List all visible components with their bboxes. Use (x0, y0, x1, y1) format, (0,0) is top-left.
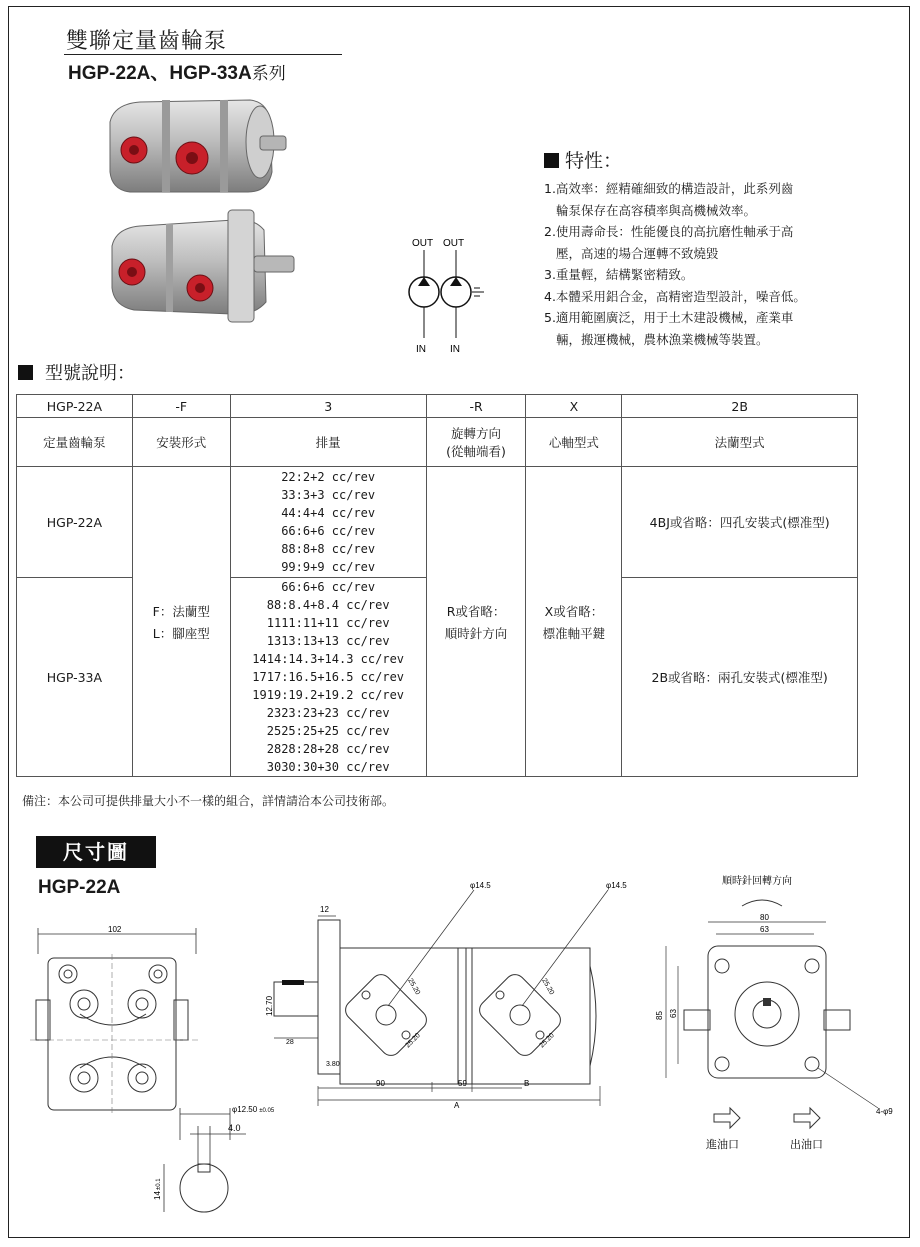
rotation-direction-label: 順時針回轉方向 (722, 876, 792, 887)
flange-cell-33a: 2B或省略：兩孔安裝式(標准型) (622, 578, 858, 777)
mount-l: L：腳座型 (152, 625, 210, 641)
end-view-drawing (650, 870, 902, 1160)
shaft-cell (526, 467, 622, 777)
dimensions-badge: 尺寸圖 (36, 836, 156, 868)
dim-key-height: 14±0.1 (153, 1178, 162, 1200)
dim-B: B (524, 1079, 530, 1088)
model-cell-22a: HGP-22A (17, 467, 133, 578)
disp-line: 33:3+3 cc/rev (281, 488, 376, 502)
disp-line: 3030:30+30 cc/rev (266, 760, 390, 774)
dim-59: 59 (458, 1079, 467, 1088)
disp-line: 22:2+2 cc/rev (281, 470, 376, 484)
code-cell: 3 (230, 395, 426, 418)
model-heading (18, 359, 135, 385)
mount-cell (132, 467, 230, 777)
side-view-drawing (262, 876, 638, 1112)
dim-12-70: 12.70 (265, 995, 274, 1016)
disp-line: 1717:16.5+16.5 cc/rev (252, 670, 405, 684)
dim-shaft-d: φ12.50 ±0.05 (232, 1105, 275, 1114)
table-row-codes (17, 395, 858, 418)
dim-25-20-d: 25.20 (538, 1032, 556, 1050)
feature-line: 2.使用壽命長：性能優良的高抗磨性軸承于高 (544, 224, 794, 239)
disp-line: 2323:23+23 cc/rev (266, 706, 390, 720)
mount-f: F：法蘭型 (152, 603, 210, 619)
label-cell-rotation (426, 418, 526, 467)
outlet-label: 出油口 (790, 1139, 823, 1151)
rotation-line: R或省略： (446, 603, 506, 619)
disp-line: 44:4+4 cc/rev (281, 506, 376, 520)
rotation-line: 順時針方向 (444, 625, 508, 641)
footnote: 備注：本公司可提供排量大小不一樣的組合，詳情請洽本公司技術部。 (22, 794, 395, 808)
shaft-line: X或省略： (544, 603, 604, 619)
dim-phi-2: φ14.5 (606, 881, 627, 890)
dim-85: 85 (655, 1011, 664, 1020)
label-rotation-2: (從軸端看) (446, 444, 506, 459)
model-cell-33a: HGP-33A (17, 578, 133, 777)
series-title (68, 58, 286, 85)
dim-12: 12 (320, 905, 329, 914)
label-cell: 定量齒輪泵 (17, 418, 133, 467)
features-list (544, 178, 844, 350)
dim-phi-1: φ14.5 (470, 881, 491, 890)
inlet-label: 進油口 (706, 1139, 739, 1151)
feature-line: 壓，高速的場合運轉不致燒毀 (556, 245, 719, 261)
dim-102: 102 (108, 925, 122, 934)
dim-28: 28 (286, 1039, 294, 1046)
label-cell: 心軸型式 (526, 418, 622, 467)
square-bullet-icon (18, 365, 33, 380)
feature-line: 輪泵保存在高容積率與高機械效率。 (556, 202, 757, 218)
shaft-detail-drawing (140, 1100, 300, 1220)
disp-line: 1919:19.2+19.2 cc/rev (252, 688, 405, 702)
title-underline (64, 54, 342, 55)
in-label-1: IN (416, 344, 426, 355)
disp-line: 1414:14.3+14.3 cc/rev (252, 652, 405, 666)
disp-line: 66:6+6 cc/rev (281, 580, 376, 594)
pump-photo-top (100, 92, 290, 200)
features-heading (544, 146, 622, 173)
dim-25-20-c: 25.20 (540, 977, 556, 997)
outlet-arrow-icon (794, 1108, 820, 1128)
disp-line: 2525:25+25 cc/rev (266, 724, 390, 738)
square-bullet-icon (544, 153, 559, 168)
label-cell: 安裝形式 (132, 418, 230, 467)
dim-90: 90 (376, 1079, 385, 1088)
code-cell: 2B (622, 395, 858, 418)
disp-cell-22a (230, 467, 426, 578)
code-cell: X (526, 395, 622, 418)
series-models: HGP-22A、HGP-33A (68, 63, 252, 84)
code-cell: -R (426, 395, 526, 418)
dim-key-width: 4.0 (228, 1123, 241, 1133)
rotation-cell (426, 467, 526, 777)
code-cell: HGP-22A (17, 395, 133, 418)
dimensions-model: HGP-22A (38, 877, 121, 898)
dim-80: 80 (760, 913, 769, 922)
dim-4-phi-9: 4-φ9 (876, 1107, 893, 1116)
shaft-line: 標准軸平鍵 (542, 625, 606, 641)
table-row-22a (17, 467, 858, 578)
pump-photo-bottom (104, 206, 304, 324)
dim-25-20-b: 25.20 (404, 1032, 422, 1050)
model-table (16, 394, 858, 777)
model-heading-text: 型號說明： (45, 363, 135, 384)
out-label-1: OUT (412, 238, 434, 249)
label-rotation-1: 旋轉方向 (451, 426, 502, 441)
dim-63-v: 63 (669, 1009, 678, 1018)
disp-line: 99:9+9 cc/rev (281, 560, 376, 574)
code-cell: -F (132, 395, 230, 418)
disp-cell-33a (230, 578, 426, 777)
feature-line: 3.重量輕，結構緊密精致。 (544, 267, 694, 282)
feature-line: 5.適用範圍廣泛，用于土木建設機械，產業車 (544, 310, 794, 325)
inlet-arrow-icon (714, 1108, 740, 1128)
disp-line: 2828:28+28 cc/rev (266, 742, 390, 756)
feature-line: 輛，搬運機械，農林漁業機械等裝置。 (556, 331, 769, 347)
hydraulic-symbol (400, 234, 500, 356)
feature-line: 1.高效率：經精確細致的構造設計，此系列齒 (544, 181, 794, 196)
disp-line: 1313:13+13 cc/rev (266, 634, 390, 648)
dim-A: A (454, 1101, 460, 1110)
feature-line: 4.本體采用鋁合金，高精密造型設計，噪音低。 (544, 288, 806, 304)
features-heading-text: 特性： (565, 150, 623, 172)
disp-line: 66:6+6 cc/rev (281, 524, 376, 538)
disp-line: 1111:11+11 cc/rev (266, 616, 390, 630)
disp-line: 88:8.4+8.4 cc/rev (266, 598, 390, 612)
label-cell: 排量 (230, 418, 426, 467)
label-cell: 法蘭型式 (622, 418, 858, 467)
dim-3-80: 3.80 (326, 1061, 340, 1068)
in-label-2: IN (450, 344, 460, 355)
dim-25-20-a: 25.20 (406, 977, 422, 997)
dim-63: 63 (760, 925, 769, 934)
out-label-2: OUT (443, 238, 465, 249)
flange-cell-22a: 4BJ或省略：四孔安裝式(標准型) (622, 467, 858, 578)
front-view-drawing (20, 918, 216, 1118)
table-row-labels (17, 418, 858, 467)
disp-line: 88:8+8 cc/rev (281, 542, 376, 556)
page-title: 雙聯定量齒輪泵 (66, 29, 228, 54)
series-suffix: 系列 (251, 64, 286, 83)
